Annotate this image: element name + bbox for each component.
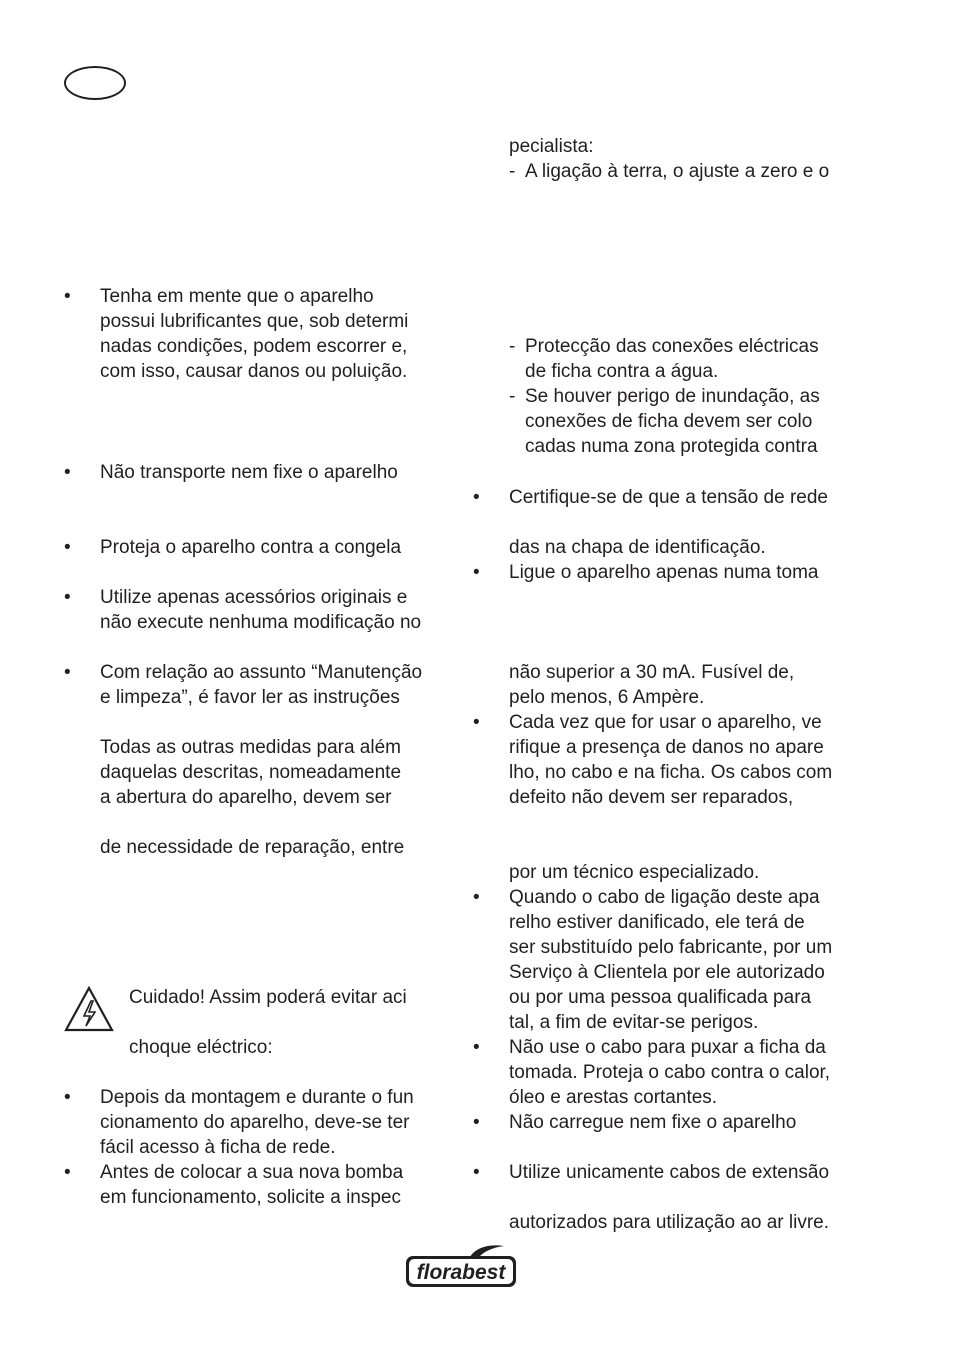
text-line: lho, no cabo e na ficha. Os cabos com [509,762,833,783]
dash-marker: - [509,336,516,357]
text-line: Ligue o aparelho apenas numa toma [509,562,819,583]
text-line: por um técnico especializado. [509,862,760,883]
text-line: fácil acesso à ficha de rede. [100,1137,336,1158]
bullet-marker: • [64,1162,71,1183]
electric-shock-warning-icon [64,986,114,1032]
text-line: pelo menos, 6 Ampère. [509,687,705,708]
text-line: A ligação à terra, o ajuste a zero e o [525,161,830,182]
bullet-marker: • [473,887,480,908]
bullet-marker: • [64,587,71,608]
text-line: rifique a presença de danos no apare [509,737,824,758]
bullet-marker: • [473,712,480,733]
text-line: choque eléctrico: [129,1037,273,1058]
bullet-marker: • [64,286,71,307]
bullet-marker: • [64,462,71,483]
text-line: Com relação ao assunto “Manutenção [100,662,423,683]
text-line: Todas as outras medidas para além [100,737,401,758]
language-badge [64,66,126,100]
text-line: ou por uma pessoa qualificada para [509,987,812,1008]
text-line: Tenha em mente que o aparelho [100,286,374,307]
text-line: Quando o cabo de ligação deste apa [509,887,820,908]
text-line: cadas numa zona protegida contra [525,436,818,457]
text-line: Não use o cabo para puxar a ficha da [509,1037,826,1058]
text-line: autorizados para utilização ao ar livre. [509,1212,830,1233]
bullet-marker: • [473,487,480,508]
text-line: nadas condições, podem escorrer e, [100,336,408,357]
text-line: possui lubrificantes que, sob determi [100,311,409,332]
text-line: Utilize apenas acessórios originais e [100,587,408,608]
text-line: Certifique-se de que a tensão de rede [509,487,828,508]
bullet-marker: • [473,1037,480,1058]
text-line: em funcionamento, solicite a inspec [100,1187,401,1208]
text-line: Não carregue nem fixe o aparelho [509,1112,797,1133]
text-line: não execute nenhuma modificação no [100,612,422,633]
text-line: Antes de colocar a sua nova bomba [100,1162,404,1183]
bullet-marker: • [473,562,480,583]
text-line: Proteja o aparelho contra a congela [100,537,402,558]
text-line: das na chapa de identificação. [509,537,766,558]
text-line: Cuidado! Assim poderá evitar aci [129,987,407,1008]
bullet-marker: • [64,662,71,683]
text-line: defeito não devem ser reparados, [509,787,794,808]
text-line: Não transporte nem fixe o aparelho [100,462,398,483]
bullet-marker: • [473,1162,480,1183]
text-line: Utilize unicamente cabos de extensão [509,1162,830,1183]
text-line: de necessidade de reparação, entre [100,837,405,858]
text-line: Se houver perigo de inundação, as [525,386,820,407]
florabest-logo [404,1243,518,1289]
text-line: a abertura do aparelho, devem ser [100,787,392,808]
text-line: Protecção das conexões eléctricas [525,336,819,357]
text-line: conexões de ficha devem ser colo [525,411,813,432]
text-line: tal, a fim de evitar-se perigos. [509,1012,759,1033]
text-line: com isso, causar danos ou poluição. [100,361,408,382]
bullet-marker: • [473,1112,480,1133]
logo-text: florabest [416,1261,506,1284]
text-line: tomada. Proteja o cabo contra o calor, [509,1062,831,1083]
text-line: Serviço à Clientela por ele autorizado [509,962,825,983]
text-line: daquelas descritas, nomeadamente [100,762,402,783]
dash-marker: - [509,161,516,182]
text-line: de ficha contra a água. [525,361,719,382]
text-line: e limpeza”, é favor ler as instruções [100,687,400,708]
text-line: relho estiver danificado, ele terá de [509,912,805,933]
bullet-marker: • [64,1087,71,1108]
text-line: não superior a 30 mA. Fusível de, [509,662,795,683]
text-line: óleo e arestas cortantes. [509,1087,718,1108]
bullet-marker: • [64,537,71,558]
dash-marker: - [509,386,516,407]
text-line: Depois da montagem e durante o fun [100,1087,414,1108]
text-line: ser substituído pelo fabricante, por um [509,937,833,958]
text-line: cionamento do aparelho, deve-se ter [100,1112,410,1133]
text-line: Cada vez que for usar o aparelho, ve [509,712,822,733]
text-line: pecialista: [509,136,594,157]
